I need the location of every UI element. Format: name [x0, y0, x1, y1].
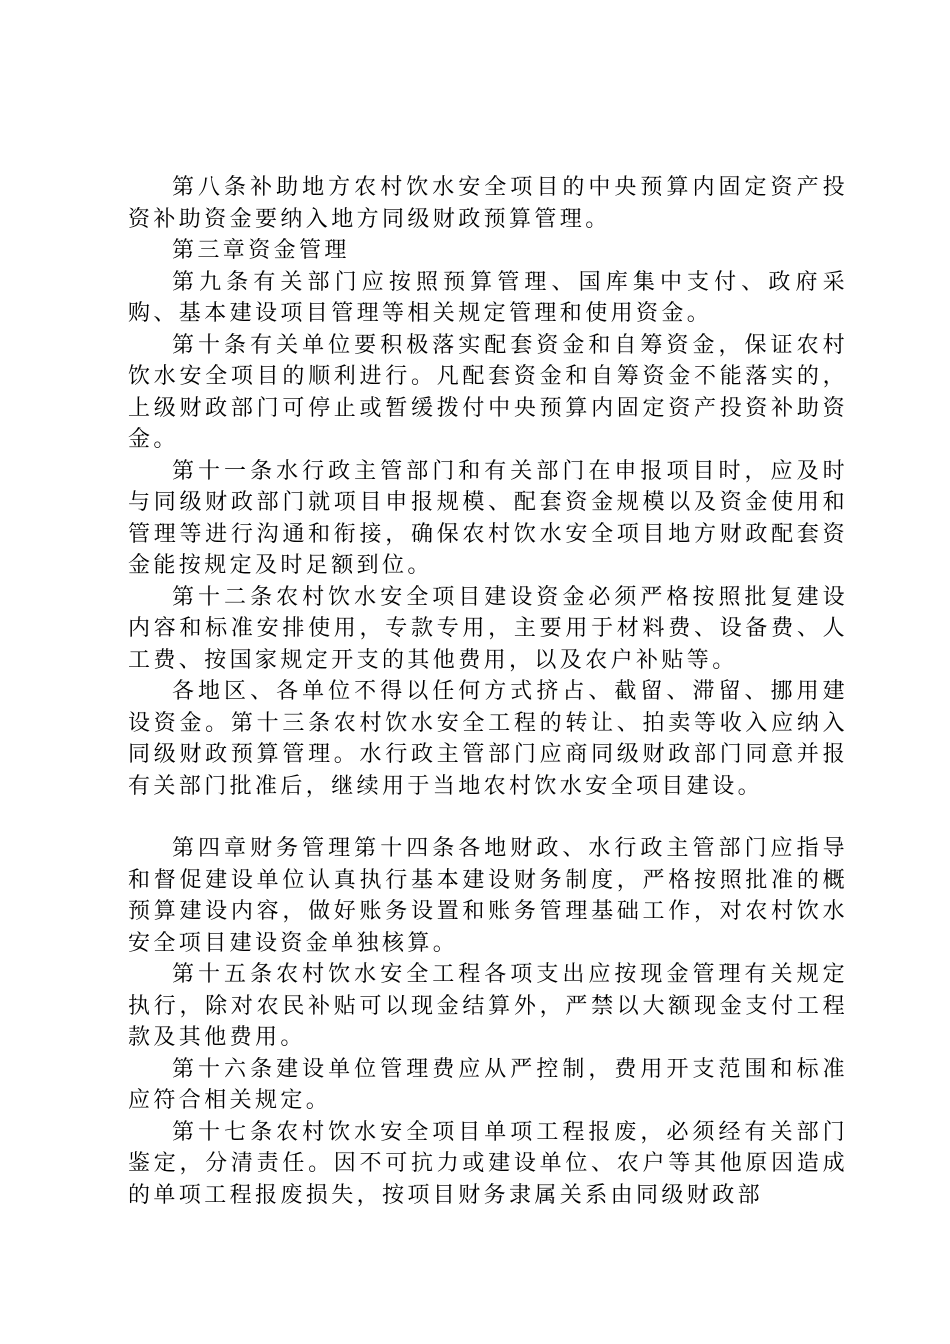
paragraph-article-17: 第十七条农村饮水安全项目单项工程报废，必须经有关部门鉴定，分清责任。因不可抗力或建设单位、农户等其他原因造成的单项工程报废损失，按项目财务隶属关系由同级财政部	[128, 1119, 848, 1208]
paragraph-article-11: 第十一条水行政主管部门和有关部门在申报项目时，应及时与同级财政部门就项目申报规模、配套资金规模以及资金使用和管理等进行沟通和衔接，确保农村饮水安全项目地方财政配套资金能按规定及时足额到位。	[128, 458, 848, 578]
paragraph-article-16: 第十六条建设单位管理费应从严控制，费用开支范围和标准应符合相关规定。	[128, 1056, 848, 1113]
paragraph-article-10: 第十条有关单位要积极落实配套资金和自筹资金，保证农村饮水安全项目的顺利进行。凡配套资金和自筹资金不能落实的，上级财政部门可停止或暂缓拨付中央预算内固定资产投资补助资金。	[128, 332, 848, 452]
paragraph-article-15: 第十五条农村饮水安全工程各项支出应按现金管理有关规定执行，除对农民补贴可以现金结算外，严禁以大额现金支付工程款及其他费用。	[128, 962, 848, 1050]
paragraph-article-9: 第九条有关部门应按照预算管理、国库集中支付、政府采购、基本建设项目管理等相关规定管理和使用资金。	[128, 269, 848, 326]
document-body	[128, 172, 848, 1211]
paragraph-article-8: 第八条补助地方农村饮水安全项目的中央预算内固定资产投资补助资金要纳入地方同级财政预算管理。	[128, 175, 848, 232]
paragraph-article-12: 第十二条农村饮水安全项目建设资金必须严格按照批复建设内容和标准安排使用，专款专用，主要用于材料费、设备费、人工费、按国家规定开支的其他费用，以及农户补贴等。	[128, 584, 848, 673]
chapter-3-heading: 第三章资金管理	[172, 238, 350, 263]
paragraph-article-14: 第四章财务管理第十四条各地财政、水行政主管部门应指导和督促建设单位认真执行基本建设财务制度，严格按照批准的概预算建设内容，做好账务设置和账务管理基础工作，对农村饮水安全项目建设资金单独核算。	[128, 836, 848, 956]
paragraph-article-13: 各地区、各单位不得以任何方式挤占、截留、滞留、挪用建设资金。第十三条农村饮水安全工程的转让、拍卖等收入应纳入同级财政预算管理。水行政主管部门应商同级财政部门同意并报有关部门批准后，继续用于当地农村饮水安全项目建设。	[128, 679, 848, 799]
